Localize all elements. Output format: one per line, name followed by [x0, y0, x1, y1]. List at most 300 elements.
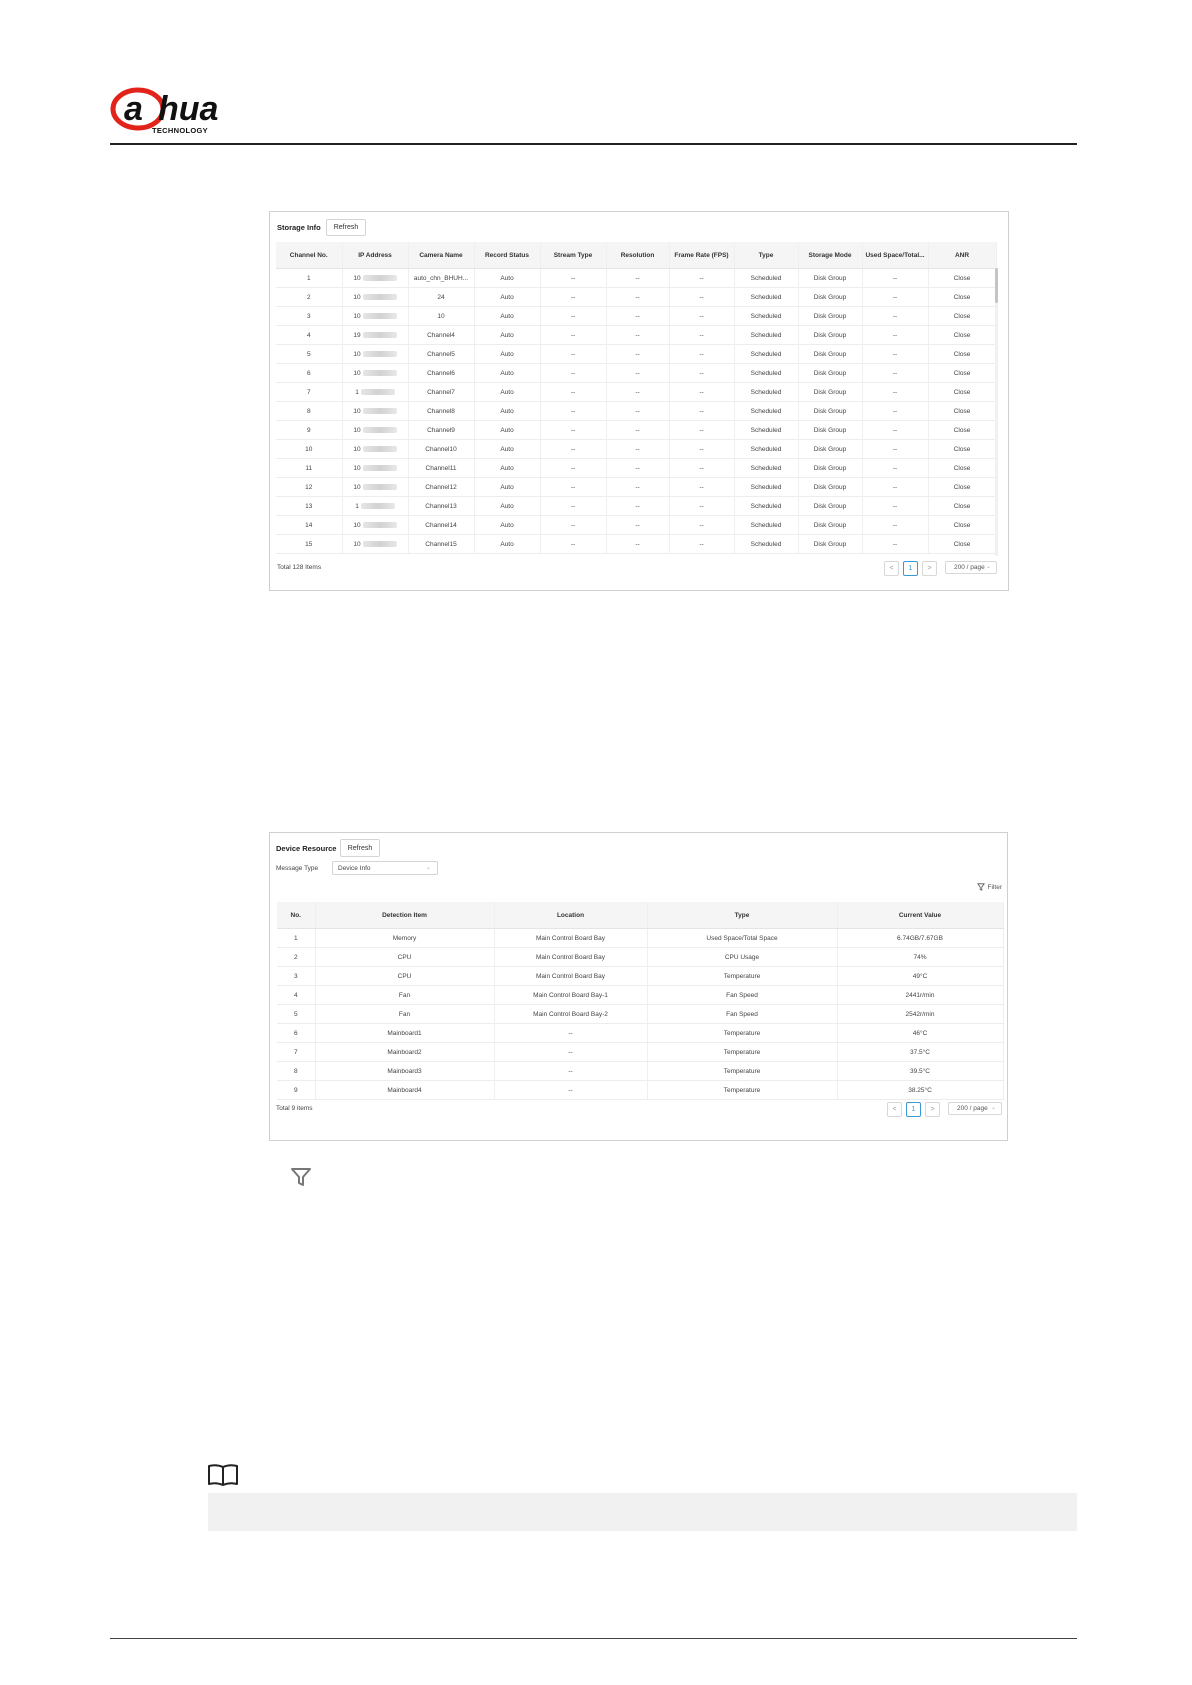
storage-cell-resolution: [606, 345, 669, 364]
storage-cell-record: [474, 516, 540, 535]
storage-column-header: IP Address: [342, 242, 408, 269]
storage-cell-anr: [928, 345, 996, 364]
cell-text: --: [635, 312, 640, 320]
cell-text: --: [635, 426, 640, 434]
cell-text: Disk Group: [813, 369, 847, 377]
table-row[interactable]: [276, 478, 996, 497]
storage-cell-no: [276, 326, 342, 345]
cell-text: 12: [305, 483, 313, 491]
storage-column-header: ANR: [928, 242, 996, 269]
storage-cell-stream: [540, 364, 606, 383]
table-row[interactable]: [277, 1005, 1003, 1024]
device-cell-no: 7: [277, 1043, 315, 1062]
device-cell-type: Used Space/Total Space: [647, 929, 837, 948]
cell-text: --: [892, 445, 898, 453]
cell-text: --: [635, 293, 640, 301]
cell-text: Auto: [500, 445, 514, 453]
cell-text: 5: [306, 350, 311, 358]
storage-cell-fps: [669, 440, 734, 459]
storage-cell-space: [862, 516, 928, 535]
device-cell-type: Fan Speed: [647, 986, 837, 1005]
cell-text: 10: [353, 464, 361, 472]
cell-text: --: [699, 540, 704, 548]
table-row[interactable]: [276, 288, 996, 307]
storage-cell-no: [276, 516, 342, 535]
cell-text: Disk Group: [813, 407, 847, 415]
cell-text: --: [570, 407, 576, 415]
footer-rule: [110, 1638, 1077, 1639]
storage-cell-camera: [408, 269, 474, 288]
storage-cell-anr: [928, 535, 996, 554]
storage-cell-fps: [669, 326, 734, 345]
logo-tagline: TECHNOLOGY: [152, 126, 208, 135]
redacted-ip: [363, 370, 397, 376]
cell-text: --: [892, 521, 898, 529]
cell-text: --: [635, 483, 640, 491]
cell-text: --: [892, 540, 898, 548]
storage-cell-no: [276, 364, 342, 383]
cell-text: --: [570, 464, 576, 472]
cell-text: 10: [353, 426, 361, 434]
storage-cell-type: [734, 535, 798, 554]
device-resource-panel: [269, 832, 1008, 1141]
storage-cell-space: [862, 307, 928, 326]
device-cell-value: 49°C: [837, 967, 1003, 986]
cell-text: Channel4: [427, 331, 455, 339]
storage-cell-no: [276, 421, 342, 440]
cell-text: --: [635, 521, 640, 529]
device-cell-location: Main Control Board Bay: [494, 948, 647, 967]
device-cell-type: CPU Usage: [647, 948, 837, 967]
cell-text: --: [570, 331, 576, 339]
storage-column-header: Stream Type: [540, 242, 606, 269]
storage-cell-ip: [342, 402, 408, 421]
cell-text: Channel15: [425, 540, 457, 548]
cell-text: --: [892, 369, 898, 377]
storage-cell-record: [474, 535, 540, 554]
filter-label: Filter: [987, 883, 1002, 891]
storage-cell-ip: [342, 459, 408, 478]
cell-text: Close: [953, 540, 971, 548]
cell-text: --: [570, 502, 576, 510]
cell-text: 7: [306, 388, 311, 396]
storage-cell-no: [276, 269, 342, 288]
storage-cell-stream: [540, 497, 606, 516]
storage-column-header: Record Status: [474, 242, 540, 269]
storage-cell-record: [474, 326, 540, 345]
table-row[interactable]: [276, 497, 996, 516]
storage-info-title: Storage Info: [277, 223, 321, 232]
storage-cell-space: [862, 288, 928, 307]
cell-text: --: [570, 350, 576, 358]
device-cell-item: Memory: [315, 929, 494, 948]
device-cell-location: --: [494, 1024, 647, 1043]
cell-text: Scheduled: [750, 426, 782, 434]
storage-cell-record: [474, 345, 540, 364]
storage-cell-resolution: [606, 402, 669, 421]
cell-text: Channel10: [425, 445, 457, 453]
storage-cell-camera: [408, 497, 474, 516]
storage-cell-no: [276, 497, 342, 516]
storage-column-header: Channel No.: [276, 242, 342, 269]
storage-cell-fps: [669, 269, 734, 288]
cell-text: --: [892, 293, 898, 301]
cell-text: --: [635, 502, 640, 510]
device-column-header: Detection Item: [315, 902, 494, 929]
table-row[interactable]: [276, 307, 996, 326]
cell-text: auto_chn_BHUH...: [413, 274, 469, 282]
cell-text: --: [699, 483, 704, 491]
storage-cell-fps: [669, 383, 734, 402]
storage-cell-type: [734, 326, 798, 345]
cell-text: Scheduled: [750, 521, 782, 529]
storage-total-count: Total 128 Items: [277, 564, 322, 571]
storage-cell-space: [862, 535, 928, 554]
svg-text:a: a: [124, 90, 143, 128]
storage-cell-stream: [540, 326, 606, 345]
device-cell-item: CPU: [315, 967, 494, 986]
cell-text: Disk Group: [813, 464, 847, 472]
redacted-ip: [363, 313, 397, 319]
filter-button[interactable]: [977, 883, 1002, 891]
cell-text: Auto: [500, 483, 514, 491]
device-next-page-button[interactable]: >: [925, 1102, 940, 1117]
storage-cell-stream: [540, 288, 606, 307]
cell-text: Channel13: [425, 502, 457, 510]
storage-cell-anr: [928, 478, 996, 497]
cell-text: Channel12: [425, 483, 457, 491]
storage-cell-space: [862, 402, 928, 421]
cell-text: Close: [953, 521, 971, 529]
storage-cell-record: [474, 402, 540, 421]
storage-cell-fps: [669, 307, 734, 326]
storage-cell-ip: [342, 326, 408, 345]
storage-cell-record: [474, 421, 540, 440]
redacted-ip: [363, 446, 397, 452]
table-row[interactable]: [277, 929, 1003, 948]
cell-text: --: [699, 274, 704, 282]
device-resource-title: Device Resource: [276, 844, 337, 853]
storage-cell-resolution: [606, 459, 669, 478]
cell-text: Disk Group: [813, 350, 847, 358]
cell-text: --: [635, 274, 640, 282]
storage-cell-anr: [928, 288, 996, 307]
device-cell-no: 2: [277, 948, 315, 967]
storage-cell-fps: [669, 459, 734, 478]
storage-cell-type: [734, 497, 798, 516]
table-row[interactable]: [277, 1062, 1003, 1081]
storage-cell-no: [276, 535, 342, 554]
redacted-ip: [363, 427, 397, 433]
table-row[interactable]: [276, 516, 996, 535]
cell-text: 10: [305, 445, 313, 453]
storage-cell-record: [474, 364, 540, 383]
device-cell-type: Temperature: [647, 1043, 837, 1062]
storage-cell-mode: [798, 288, 862, 307]
device-cell-item: Mainboard3: [315, 1062, 494, 1081]
device-prev-page-button[interactable]: <: [887, 1102, 902, 1117]
table-row[interactable]: [277, 967, 1003, 986]
storage-cell-mode: [798, 535, 862, 554]
cell-text: 8: [306, 407, 311, 415]
storage-page-1-button[interactable]: 1: [903, 561, 918, 576]
cell-text: --: [699, 445, 704, 453]
cell-text: --: [892, 426, 898, 434]
cell-text: Disk Group: [813, 445, 847, 453]
storage-cell-anr: [928, 364, 996, 383]
filter-icon: [290, 1166, 312, 1193]
cell-text: Channel7: [427, 388, 455, 396]
storage-cell-ip: [342, 516, 408, 535]
cell-text: Channel5: [427, 350, 455, 358]
device-cell-item: CPU: [315, 948, 494, 967]
storage-cell-space: [862, 478, 928, 497]
storage-cell-stream: [540, 459, 606, 478]
storage-cell-ip: [342, 440, 408, 459]
storage-cell-space: [862, 345, 928, 364]
table-row[interactable]: [276, 440, 996, 459]
device-cell-location: Main Control Board Bay: [494, 967, 647, 986]
cell-text: Disk Group: [813, 502, 847, 510]
table-row[interactable]: [277, 1043, 1003, 1062]
cell-text: --: [699, 426, 704, 434]
cell-text: Scheduled: [750, 331, 782, 339]
table-row[interactable]: [276, 269, 996, 288]
cell-text: Disk Group: [813, 293, 847, 301]
cell-text: Close: [953, 350, 971, 358]
storage-cell-anr: [928, 269, 996, 288]
storage-cell-record: [474, 383, 540, 402]
device-cell-type: Temperature: [647, 1062, 837, 1081]
cell-text: 10: [353, 274, 361, 282]
storage-cell-type: [734, 288, 798, 307]
storage-scrollbar[interactable]: [995, 268, 998, 556]
cell-text: Auto: [500, 350, 514, 358]
cell-text: Channel11: [425, 464, 457, 472]
storage-cell-type: [734, 383, 798, 402]
cell-text: --: [892, 502, 898, 510]
device-refresh-button[interactable]: Refresh: [340, 839, 380, 857]
storage-cell-type: [734, 269, 798, 288]
device-page-1-button[interactable]: 1: [906, 1102, 921, 1117]
cell-text: 1: [355, 502, 359, 510]
storage-cell-fps: [669, 421, 734, 440]
cell-text: --: [892, 388, 898, 396]
storage-cell-stream: [540, 402, 606, 421]
storage-cell-anr: [928, 402, 996, 421]
storage-cell-record: [474, 288, 540, 307]
redacted-ip: [363, 465, 397, 471]
device-cell-value: 46°C: [837, 1024, 1003, 1043]
storage-scrollbar-thumb[interactable]: [995, 268, 998, 303]
table-row[interactable]: [276, 459, 996, 478]
cell-text: 10: [437, 312, 445, 320]
table-row[interactable]: [277, 1024, 1003, 1043]
storage-cell-fps: [669, 516, 734, 535]
storage-cell-space: [862, 364, 928, 383]
storage-cell-resolution: [606, 516, 669, 535]
storage-cell-record: [474, 269, 540, 288]
storage-cell-type: [734, 307, 798, 326]
cell-text: 4: [306, 331, 311, 339]
table-row[interactable]: [276, 383, 996, 402]
cell-text: --: [570, 445, 576, 453]
storage-cell-camera: [408, 478, 474, 497]
table-row[interactable]: [276, 402, 996, 421]
message-type-select[interactable]: [332, 861, 438, 875]
device-column-header: Type: [647, 902, 837, 929]
cell-text: --: [635, 540, 640, 548]
storage-cell-space: [862, 440, 928, 459]
cell-text: Auto: [500, 312, 514, 320]
header-rule: [110, 143, 1077, 145]
storage-cell-mode: [798, 269, 862, 288]
device-cell-item: Mainboard4: [315, 1081, 494, 1100]
table-row[interactable]: [276, 535, 996, 554]
device-cell-no: 4: [277, 986, 315, 1005]
storage-cell-camera: [408, 421, 474, 440]
cell-text: Disk Group: [813, 521, 847, 529]
cell-text: --: [892, 312, 898, 320]
storage-cell-type: [734, 516, 798, 535]
storage-cell-stream: [540, 535, 606, 554]
device-total-count: Total 9 items: [276, 1105, 313, 1112]
device-cell-type: Fan Speed: [647, 1005, 837, 1024]
device-cell-value: 74%: [837, 948, 1003, 967]
storage-cell-space: [862, 421, 928, 440]
storage-cell-camera: [408, 516, 474, 535]
device-cell-item: Mainboard2: [315, 1043, 494, 1062]
storage-column-header: Frame Rate (FPS): [669, 242, 734, 269]
cell-text: --: [570, 426, 576, 434]
device-cell-location: Main Control Board Bay-2: [494, 1005, 647, 1024]
storage-cell-ip: [342, 364, 408, 383]
cell-text: Close: [953, 312, 971, 320]
cell-text: --: [892, 483, 898, 491]
cell-text: 19: [353, 331, 361, 339]
cell-text: Scheduled: [750, 464, 782, 472]
cell-text: Auto: [500, 274, 514, 282]
storage-cell-fps: [669, 288, 734, 307]
table-row[interactable]: [276, 345, 996, 364]
cell-text: Scheduled: [750, 293, 782, 301]
storage-cell-mode: [798, 364, 862, 383]
table-row[interactable]: [276, 326, 996, 345]
device-table: [277, 902, 1004, 1100]
storage-column-header: Camera Name: [408, 242, 474, 269]
storage-cell-camera: [408, 440, 474, 459]
storage-cell-stream: [540, 345, 606, 364]
storage-cell-ip: [342, 383, 408, 402]
storage-cell-stream: [540, 516, 606, 535]
cell-text: Disk Group: [813, 331, 847, 339]
cell-text: Scheduled: [750, 540, 782, 548]
storage-page-size-select[interactable]: [945, 561, 997, 574]
storage-cell-resolution: [606, 269, 669, 288]
storage-cell-no: [276, 288, 342, 307]
cell-text: --: [892, 274, 898, 282]
table-row[interactable]: [277, 948, 1003, 967]
cell-text: --: [892, 464, 898, 472]
note-box: [208, 1493, 1077, 1531]
device-page-size-select[interactable]: [948, 1102, 1002, 1115]
cell-text: --: [699, 369, 704, 377]
cell-text: --: [570, 388, 576, 396]
cell-text: Close: [953, 274, 971, 282]
table-row[interactable]: [276, 364, 996, 383]
storage-cell-resolution: [606, 535, 669, 554]
storage-cell-resolution: [606, 307, 669, 326]
device-cell-value: 2441r/min: [837, 986, 1003, 1005]
cell-text: 10: [353, 312, 361, 320]
cell-text: --: [635, 369, 640, 377]
storage-cell-record: [474, 497, 540, 516]
storage-cell-mode: [798, 383, 862, 402]
storage-cell-space: [862, 459, 928, 478]
cell-text: --: [699, 350, 704, 358]
table-row[interactable]: [277, 1081, 1003, 1100]
device-cell-no: 9: [277, 1081, 315, 1100]
cell-text: 10: [353, 293, 361, 301]
cell-text: 10: [353, 445, 361, 453]
storage-prev-page-button[interactable]: <: [884, 561, 899, 576]
storage-cell-record: [474, 459, 540, 478]
storage-next-page-button[interactable]: >: [922, 561, 937, 576]
cell-text: 9: [306, 426, 311, 434]
device-cell-type: Temperature: [647, 967, 837, 986]
cell-text: Auto: [500, 464, 514, 472]
chevron-down-icon: ⌄: [990, 1105, 996, 1111]
table-row[interactable]: [277, 986, 1003, 1005]
cell-text: Channel6: [427, 369, 455, 377]
cell-text: 11: [305, 464, 313, 472]
storage-cell-type: [734, 402, 798, 421]
device-cell-no: 8: [277, 1062, 315, 1081]
cell-text: Auto: [500, 293, 514, 301]
chevron-down-icon: ⌄: [985, 564, 991, 570]
storage-column-header: Resolution: [606, 242, 669, 269]
message-type-label: Message Type: [276, 865, 319, 872]
storage-cell-record: [474, 440, 540, 459]
cell-text: Close: [953, 407, 971, 415]
storage-cell-camera: [408, 307, 474, 326]
cell-text: Close: [953, 293, 971, 301]
storage-cell-resolution: [606, 383, 669, 402]
cell-text: 24: [437, 293, 445, 301]
cell-text: Auto: [500, 407, 514, 415]
cell-text: --: [699, 521, 704, 529]
storage-cell-ip: [342, 345, 408, 364]
storage-cell-no: [276, 440, 342, 459]
redacted-ip: [361, 389, 395, 395]
table-row[interactable]: [276, 421, 996, 440]
cell-text: --: [570, 293, 576, 301]
device-cell-value: 38.25°C: [837, 1081, 1003, 1100]
device-cell-location: --: [494, 1081, 647, 1100]
storage-cell-resolution: [606, 440, 669, 459]
svg-text:hua: hua: [158, 90, 219, 128]
cell-text: --: [635, 445, 640, 453]
cell-text: --: [635, 407, 640, 415]
cell-text: 2: [306, 293, 311, 301]
cell-text: --: [570, 521, 576, 529]
storage-cell-camera: [408, 288, 474, 307]
cell-text: --: [635, 388, 640, 396]
storage-cell-type: [734, 459, 798, 478]
storage-refresh-button[interactable]: Refresh: [326, 219, 366, 236]
device-cell-type: Temperature: [647, 1024, 837, 1043]
storage-cell-no: [276, 307, 342, 326]
